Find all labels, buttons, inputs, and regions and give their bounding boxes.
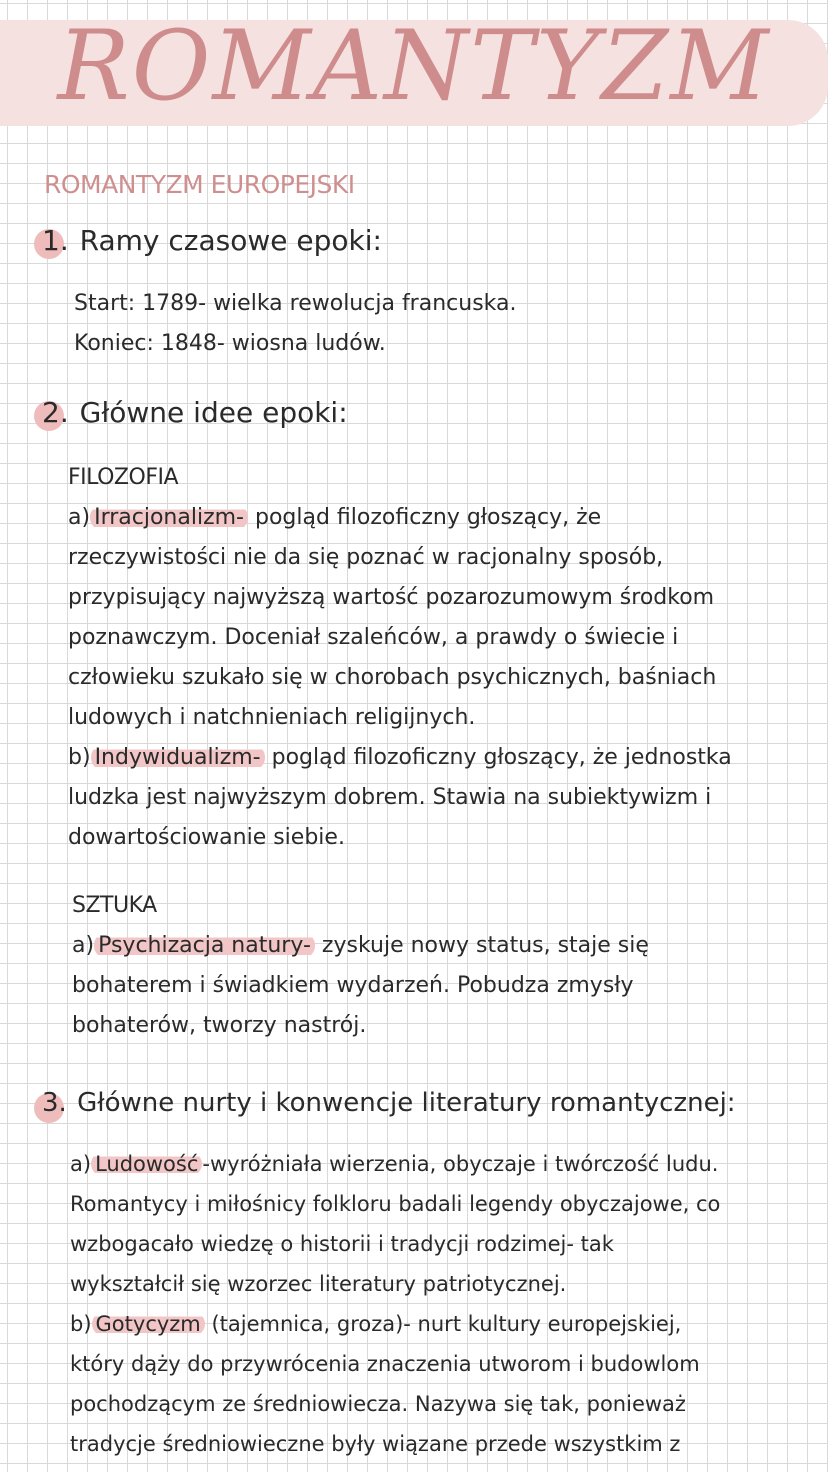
text-line (72, 926, 649, 966)
filozofia-label: FILOZOFIA (68, 465, 179, 490)
text-line: wykształcił się wzorzec literatury patriotycznej. (70, 1272, 567, 1296)
text-line: bohaterem i świadkiem wydarzeń. Pobudza zmysły (72, 973, 634, 998)
highlighted-term: Ludowość (91, 1152, 202, 1176)
text-line: ludzka jest najwyższym dobrem. Stawia na subiektywizm i (68, 785, 712, 810)
text-line (70, 1144, 720, 1184)
text-line: wzbogacało wiedzę o historii i tradycji rodzimej- tak (70, 1232, 614, 1256)
text-line: przypisujący najwyższą wartość pozarozumowym środkom (68, 585, 715, 610)
highlighted-term: Indywidualizm- (91, 745, 265, 770)
section-1-title: Ramy czasowe epoki: (79, 224, 382, 257)
section-subtitle: ROMANTYZM EUROPEJSKI (44, 170, 355, 199)
text-line: który dąży do przywrócenia znaczenia utworom i budowlom (70, 1352, 700, 1376)
section-3-body (70, 1144, 720, 1464)
sztuka-label: SZTUKA (72, 893, 157, 918)
text-line (70, 1304, 720, 1344)
highlighted-term: Irracjonalizm- (90, 505, 248, 530)
section-3-title: Główne nurty i konwencje literatury romantycznej: (77, 1088, 736, 1118)
text-line: tradycje średniowieczne były wiązane przede wszystkim z (70, 1432, 681, 1456)
highlighted-term: Gotycyzm (92, 1312, 205, 1336)
text-line: Koniec: 1848- wiosna ludów. (74, 331, 386, 356)
section-1-number: 1. (42, 224, 69, 257)
text-line: Start: 1789- wielka rewolucja francuska. (74, 291, 517, 316)
text-line: rzeczywistości nie da się poznać w racjonalny sposób, (68, 545, 664, 570)
text-span: pogląd filozoficzny głoszący, że (248, 505, 602, 530)
text-span: (tajemnica, groza)- nurt kultury europejskiej, (204, 1312, 682, 1336)
text-line: dowartościowanie siebie. (68, 825, 345, 850)
highlighted-term: Psychizacja natury- (94, 933, 315, 958)
item-prefix: b) (70, 1312, 92, 1336)
section-3-number: 3. (42, 1088, 67, 1118)
text-line: Romantycy i miłośnicy folkloru badali legendy obyczajowe, co (70, 1192, 721, 1216)
item-prefix: b) (68, 745, 91, 770)
text-line: bohaterów, tworzy nastrój. (72, 1013, 367, 1038)
text-span: pogląd filozoficzny głoszący, że jednostka (264, 745, 732, 770)
section-1-body (74, 284, 516, 364)
text-line (68, 738, 732, 778)
text-line: człowieku szukało się w chorobach psychicznych, baśniach (68, 665, 717, 690)
item-prefix: a) (68, 505, 91, 530)
sztuka-body (72, 886, 649, 1046)
section-2-body (68, 458, 732, 858)
section-2-number: 2. (42, 396, 69, 429)
page-title: ROMANTYZM (57, 10, 771, 122)
text-line (68, 498, 732, 538)
section-3-heading (40, 1088, 736, 1118)
text-line: poznawczym. Doceniał szaleńców, a prawdy o świecie i (68, 625, 679, 650)
text-span: -wyróżniała wierzenia, obyczaje i twórczość ludu. (202, 1152, 719, 1176)
text-line: ludowych i natchnieniach religijnych. (68, 705, 476, 730)
text-line: pochodzącym ze średniowiecza. Nazywa się tak, ponieważ (70, 1392, 686, 1416)
section-2-title: Główne idee epoki: (79, 396, 348, 429)
item-prefix: a) (70, 1152, 92, 1176)
section-2-heading (40, 396, 348, 429)
section-1-heading (40, 224, 382, 257)
text-span: zyskuje nowy status, staje się (314, 933, 649, 958)
item-prefix: a) (72, 933, 95, 958)
